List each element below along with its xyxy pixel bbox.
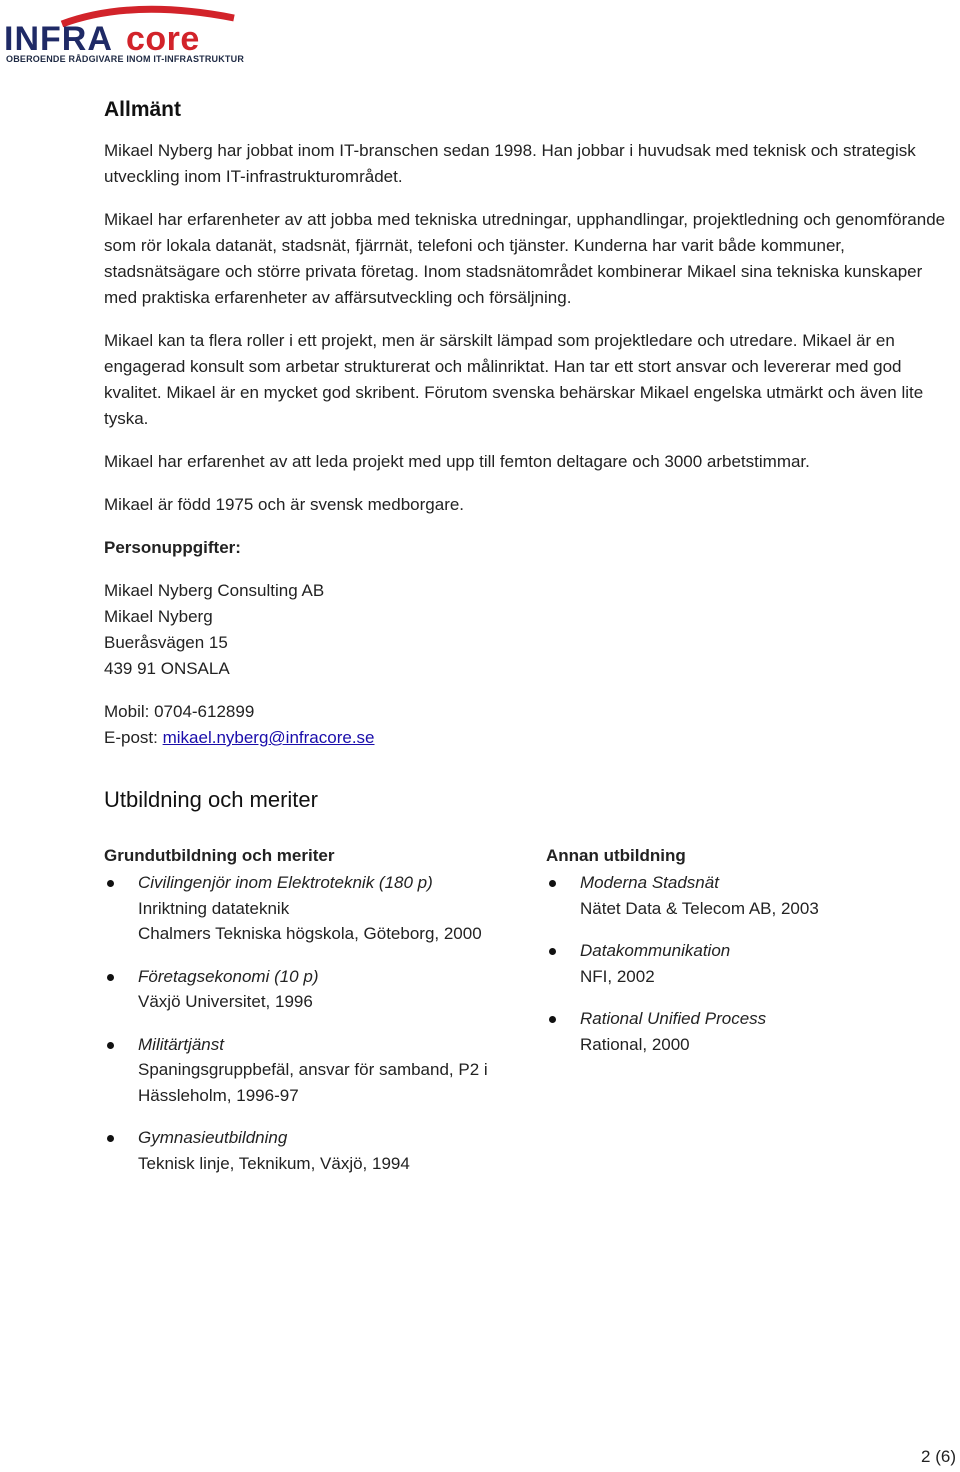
mobile-line [104,699,960,725]
list-item [104,870,524,947]
item-detail: Rational, 2000 [580,1034,690,1054]
other-education-heading: Annan utbildning [546,846,686,865]
contact-block [104,699,960,751]
bullet-icon [549,948,556,955]
list-item [104,1032,524,1109]
list-item [546,1006,946,1057]
other-education-list [546,870,946,1057]
list-item [546,870,946,921]
list-item [104,964,524,1015]
list-item [104,1125,524,1176]
list-item [546,938,946,989]
email-label: E-post: [104,728,163,747]
email-line [104,725,960,751]
mobile-number: 0704-612899 [154,702,255,721]
bullet-icon [107,1042,114,1049]
item-detail: Chalmers Tekniska högskola, Göteborg, 2000 [138,924,482,943]
bullet-icon [107,880,114,887]
page-number: 2 (6) [921,1447,956,1466]
item-name: Gymnasieutbildning [138,1128,288,1147]
section-heading-general: Allmänt [104,98,182,121]
item-name: Civilingenjör inom Elektroteknik (180 p) [138,873,433,892]
item-name: Moderna Stadsnät [580,873,719,892]
address-name: Mikael Nyberg [104,607,213,626]
email-link[interactable]: mikael.nyberg@infracore.se [162,728,375,747]
address-city: 439 91 ONSALA [104,659,230,678]
paragraph-projects: Mikael har erfarenhet av att leda projekt med upp till femton deltagare och 3000 arbetstimmar. [104,452,810,471]
item-detail: Växjö Universitet, 1996 [138,992,313,1011]
basic-education-list [104,870,524,1176]
item-name: Rational Unified Process [580,1009,767,1028]
item-detail: Spaningsgruppbefäl, ansvar för samband, P2 i Hässleholm, 1996-97 [138,1060,488,1105]
basic-education-column [104,844,524,1193]
personal-heading: Personuppgifter: [104,538,241,557]
item-name: Företagsekonomi (10 p) [138,966,319,986]
paragraph-roles: Mikael kan ta flera roller i ett projekt, men är särskilt lämpad som projektledare och utredare. Mikael är en engagerad konsult som arbetar strukturerat och målinriktat. Han tar ett stort ansvar och levererar med god kvalitet. Mikael är en mycket god skribent. Förutom svenska behärskar Mikael engelska utmärkt och även lite tyska. [104,331,924,428]
svg-text:core: core [126,20,200,54]
address-block [104,578,960,682]
item-name: Militärtjänst [138,1034,224,1054]
infracore-logo [2,4,245,64]
item-name: Datakommunikation [580,941,731,960]
item-detail: Inriktning datateknik [138,898,290,918]
item-detail: NFI, 2002 [580,966,655,986]
logo-tagline: OBEROENDE RÅDGIVARE INOM IT-INFRASTRUKTUR [6,54,245,64]
document-body [104,98,960,813]
address-street: Bueråsvägen 15 [104,633,228,652]
bullet-icon [549,1016,556,1023]
item-detail: Teknisk linje, Teknikum, Växjö, 1994 [138,1153,410,1173]
bullet-icon [107,974,114,981]
paragraph-born: Mikael är född 1975 och är svensk medborgare. [104,495,465,514]
logo-graphic [2,4,238,54]
bullet-icon [107,1135,114,1142]
svg-text:INFRA: INFRA [4,20,113,54]
mobile-label: Mobil: [104,702,155,721]
basic-education-heading: Grundutbildning och meriter [104,846,335,865]
section-heading-education: Utbildning och meriter [104,787,318,812]
item-detail: Nätet Data & Telecom AB, 2003 [580,898,819,918]
other-education-column [546,844,946,1074]
paragraph-intro: Mikael Nyberg har jobbat inom IT-branschen sedan 1998. Han jobbar i huvudsak med teknisk och strategisk utveckling inom IT-infrastrukturområdet. [104,141,916,186]
paragraph-experience: Mikael har erfarenheter av att jobba med tekniska utredningar, upphandlingar, projektledning och genomförande som rör lokala datanät, stadsnät, fjärrnät, telefoni och tjänster. Kunderna har varit både kommuner, stadsnätsägare och större privata företag. Inom stadsnätområdet kombinerar Mikael sina tekniska kunskaper med praktiska erfarenheter av affärsutveckling och försäljning. [104,210,946,307]
bullet-icon [549,880,556,887]
address-company: Mikael Nyberg Consulting AB [104,581,325,600]
